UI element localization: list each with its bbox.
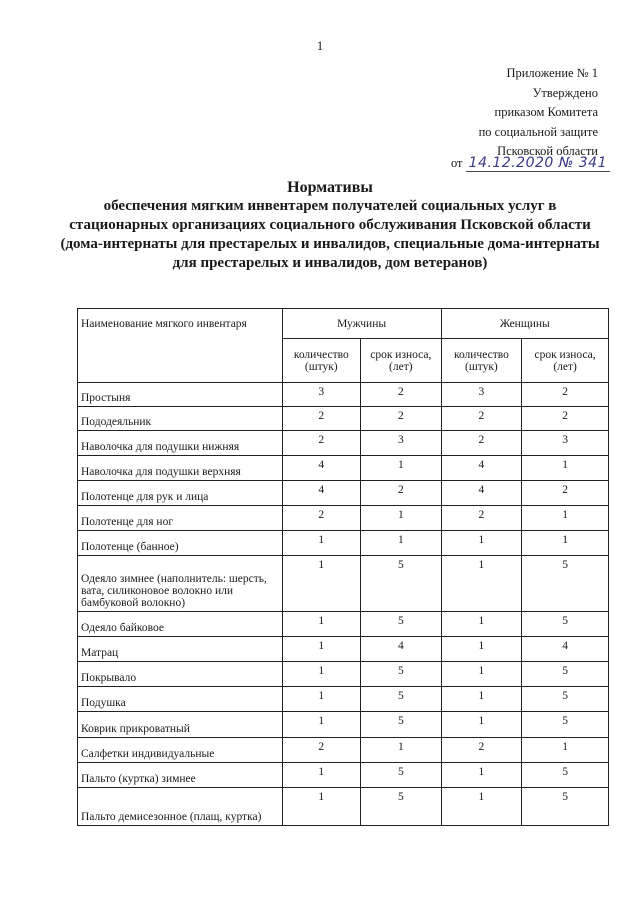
table-row xyxy=(78,763,609,788)
approval-block xyxy=(358,64,598,162)
women-qty-cell: 3 xyxy=(441,383,522,407)
men-qty-cell: 1 xyxy=(282,788,361,826)
item-name-cell: Простыня xyxy=(78,383,283,407)
women-wear-cell: 5 xyxy=(522,763,609,788)
item-name-cell: Коврик прикроватный xyxy=(78,712,283,738)
table-row xyxy=(78,788,609,826)
women-qty-cell: 1 xyxy=(441,556,522,612)
women-wear-cell: 5 xyxy=(522,662,609,687)
approval-line: Утверждено xyxy=(532,85,598,100)
header-item-name: Наименование мягкого инвентаря xyxy=(78,309,283,383)
item-name-cell: Полотенце для рук и лица xyxy=(78,481,283,506)
table-row xyxy=(78,506,609,531)
women-qty-cell: 1 xyxy=(441,788,522,826)
women-qty-cell: 2 xyxy=(441,738,522,763)
item-name-cell: Пальто демисезонное (плащ, куртка) xyxy=(78,788,283,826)
women-qty-cell: 1 xyxy=(441,662,522,687)
men-qty-cell: 1 xyxy=(282,662,361,687)
item-name-cell: Полотенце для ног xyxy=(78,506,283,531)
women-wear-cell: 5 xyxy=(522,556,609,612)
item-name-cell: Пальто (куртка) зимнее xyxy=(78,763,283,788)
men-wear-cell: 1 xyxy=(361,456,442,481)
table-row xyxy=(78,712,609,738)
women-wear-cell: 1 xyxy=(522,531,609,556)
document-title xyxy=(60,178,600,273)
title-heading: Нормативы xyxy=(287,179,373,196)
table-row xyxy=(78,407,609,431)
date-prefix: от xyxy=(450,156,463,170)
men-wear-cell: 2 xyxy=(361,407,442,431)
item-name-cell: Пододеяльник xyxy=(78,407,283,431)
item-name-cell: Одеяло байковое xyxy=(78,612,283,637)
women-qty-cell: 1 xyxy=(441,612,522,637)
table-row xyxy=(78,687,609,712)
women-qty-cell: 4 xyxy=(441,481,522,506)
men-qty-cell: 4 xyxy=(282,481,361,506)
men-qty-cell: 2 xyxy=(282,431,361,456)
men-wear-cell: 5 xyxy=(361,687,442,712)
women-qty-cell: 4 xyxy=(441,456,522,481)
item-name-cell: Наволочка для подушки верхняя xyxy=(78,456,283,481)
header-women-qty: количество (штук) xyxy=(441,339,522,383)
men-wear-cell: 3 xyxy=(361,431,442,456)
table-row xyxy=(78,612,609,637)
men-wear-cell: 5 xyxy=(361,662,442,687)
women-wear-cell: 2 xyxy=(522,481,609,506)
women-qty-cell: 1 xyxy=(441,712,522,738)
approval-line: Псковской области xyxy=(497,144,598,158)
approval-line: Приложение № 1 xyxy=(506,66,598,80)
men-wear-cell: 2 xyxy=(361,383,442,407)
item-name-cell: Полотенце (банное) xyxy=(78,531,283,556)
women-qty-cell: 1 xyxy=(441,763,522,788)
table-row xyxy=(78,637,609,662)
table-row xyxy=(78,556,609,612)
women-qty-cell: 1 xyxy=(441,637,522,662)
women-wear-cell: 1 xyxy=(522,506,609,531)
men-qty-cell: 1 xyxy=(282,712,361,738)
table-row xyxy=(78,431,609,456)
men-qty-cell: 2 xyxy=(282,407,361,431)
title-subtitle: обеспечения мягким инвентарем получателей социальных услуг в стационарных организациях социального обслуживания Псковской области (дома-интернаты для престарелых и инвалидов, специальные дома-интернаты для престарелых и инвалидов, дом ветеранов) xyxy=(60,198,600,271)
table-row xyxy=(78,662,609,687)
women-wear-cell: 3 xyxy=(522,431,609,456)
men-wear-cell: 5 xyxy=(361,612,442,637)
table-row xyxy=(78,383,609,407)
table-row xyxy=(78,531,609,556)
women-wear-cell: 5 xyxy=(522,612,609,637)
men-qty-cell: 1 xyxy=(282,612,361,637)
approval-line: по социальной защите xyxy=(478,124,598,139)
header-women: Женщины xyxy=(441,309,608,339)
header-women-wear: срок износа, (лет) xyxy=(522,339,609,383)
women-wear-cell: 5 xyxy=(522,687,609,712)
item-name-cell: Одеяло зимнее (наполнитель: шерсть, вата, силиконовое волокно или бамбуковой волокно) xyxy=(78,556,283,612)
women-wear-cell: 2 xyxy=(522,383,609,407)
table-row xyxy=(78,738,609,763)
women-qty-cell: 1 xyxy=(441,687,522,712)
header-men-qty: количество (штук) xyxy=(282,339,361,383)
women-qty-cell: 2 xyxy=(441,431,522,456)
women-wear-cell: 4 xyxy=(522,637,609,662)
men-qty-cell: 1 xyxy=(282,556,361,612)
approval-date xyxy=(451,155,610,171)
men-wear-cell: 5 xyxy=(361,788,442,826)
men-wear-cell: 5 xyxy=(361,556,442,612)
men-wear-cell: 4 xyxy=(361,637,442,662)
handwritten-date: 14.12.2020 № 341 xyxy=(466,155,610,172)
men-wear-cell: 2 xyxy=(361,481,442,506)
item-name-cell: Наволочка для подушки нижняя xyxy=(78,431,283,456)
table-row xyxy=(78,456,609,481)
women-qty-cell: 2 xyxy=(441,506,522,531)
men-qty-cell: 3 xyxy=(282,383,361,407)
women-qty-cell: 1 xyxy=(441,531,522,556)
header-men-wear: срок износа, (лет) xyxy=(361,339,442,383)
item-name-cell: Подушка xyxy=(78,687,283,712)
women-wear-cell: 5 xyxy=(522,788,609,826)
men-wear-cell: 5 xyxy=(361,763,442,788)
men-qty-cell: 1 xyxy=(282,687,361,712)
women-wear-cell: 1 xyxy=(522,738,609,763)
men-wear-cell: 1 xyxy=(361,531,442,556)
men-qty-cell: 1 xyxy=(282,763,361,788)
men-wear-cell: 1 xyxy=(361,506,442,531)
men-qty-cell: 1 xyxy=(282,637,361,662)
men-wear-cell: 5 xyxy=(361,712,442,738)
women-qty-cell: 2 xyxy=(441,407,522,431)
table-body xyxy=(78,383,609,826)
men-qty-cell: 2 xyxy=(282,506,361,531)
men-qty-cell: 1 xyxy=(282,531,361,556)
women-wear-cell: 1 xyxy=(522,456,609,481)
men-wear-cell: 1 xyxy=(361,738,442,763)
item-name-cell: Матрац xyxy=(78,637,283,662)
women-wear-cell: 2 xyxy=(522,407,609,431)
page-number: 1 xyxy=(316,38,324,53)
item-name-cell: Покрывало xyxy=(78,662,283,687)
item-name-cell: Салфетки индивидуальные xyxy=(78,738,283,763)
men-qty-cell: 4 xyxy=(282,456,361,481)
approval-line: приказом Комитета xyxy=(494,105,598,119)
men-qty-cell: 2 xyxy=(282,738,361,763)
header-men: Мужчины xyxy=(282,309,441,339)
women-wear-cell: 5 xyxy=(522,712,609,738)
inventory-table xyxy=(77,308,609,826)
table-row xyxy=(78,481,609,506)
